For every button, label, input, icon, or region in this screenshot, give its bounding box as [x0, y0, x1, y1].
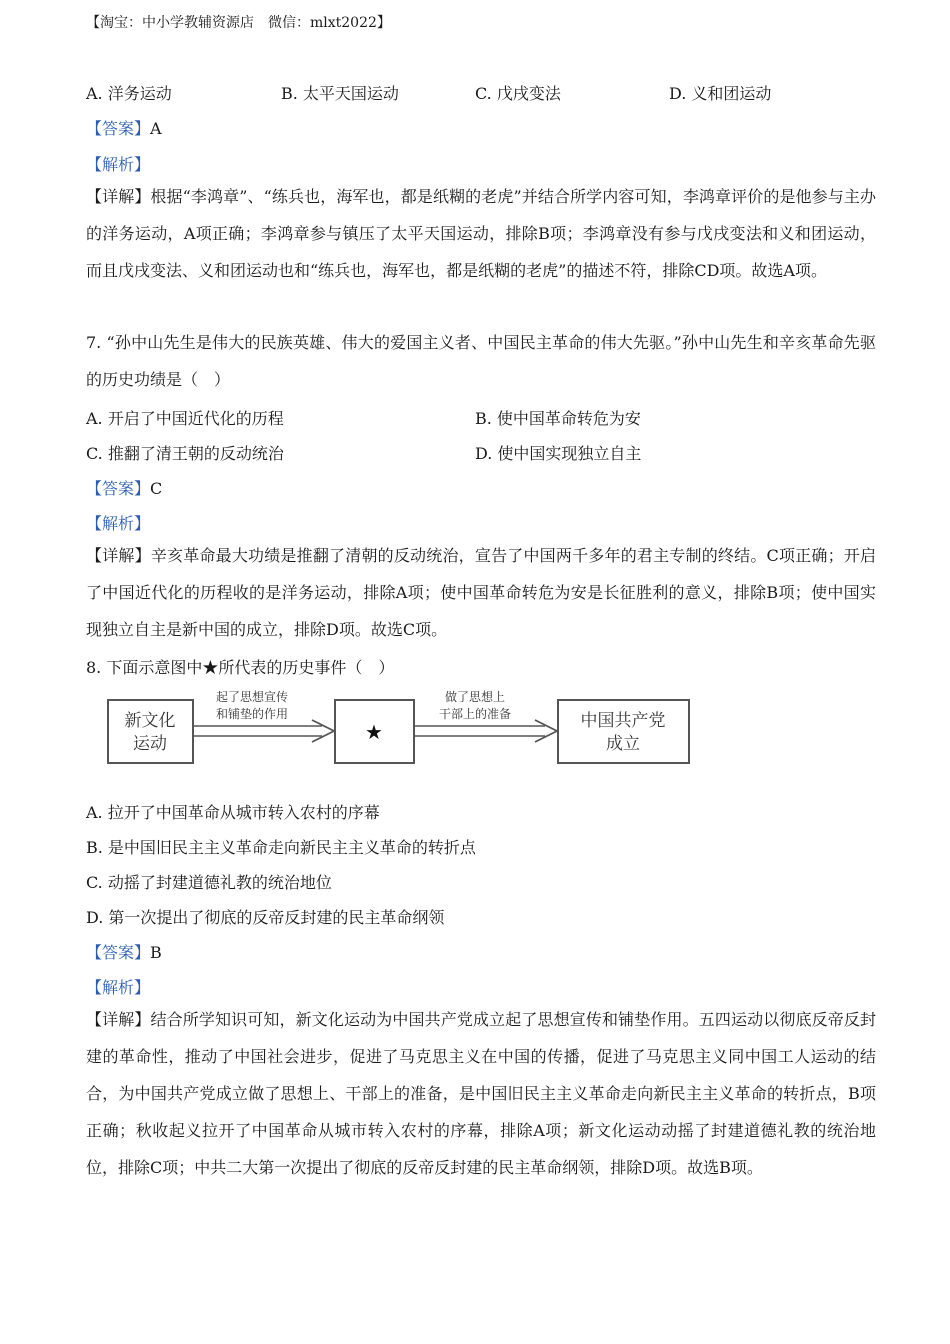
q8-option-c: C. 动摇了封建道德礼教的统治地位 [86, 873, 332, 892]
diagram-arrow2-line1: 做了思想上 [444, 690, 506, 704]
q8-analysis-tag: 【解析】 [86, 978, 151, 997]
diagram-arrow-2 [414, 720, 557, 742]
q8-diagram [100, 686, 700, 771]
q6-option-a: A. 洋务运动 [86, 84, 172, 103]
diagram-arrow1-line2: 和铺垫的作用 [215, 707, 289, 721]
star-icon: ★ [365, 720, 383, 744]
q6-answer-line [86, 116, 162, 139]
diagram-arrow-1 [193, 720, 334, 742]
q7-detail-text: 辛亥革命最大功绩是推翻了清朝的反动统治，宣告了中国两千多年的君主专制的终结。C项正确；开启了中国近代化的历程收的是洋务运动，排除A项；使中国革命转危为安是长征胜利的意义，排除B项；使中国实现独立自主是新中国的成立，排除D项。故选C项。 [86, 546, 876, 639]
q8-detail-tag: 【详解】 [86, 1010, 151, 1029]
diagram-arrow1-line1: 起了思想宣传 [215, 690, 289, 704]
q8-option-b: B. 是中国旧民主主义革命走向新民主主义革命的转折点 [86, 838, 476, 857]
diagram-arrow2-line2: 干部上的准备 [438, 707, 512, 721]
diagram-box1-line2: 运动 [133, 734, 167, 754]
q7-question: 7. “孙中山先生是伟大的民族英雄、伟大的爱国主义者、中国民主革命的伟大先驱。”孙中山先生和辛亥革命先驱的历史功绩是（ ） [86, 333, 876, 389]
q6-answer-tag: 【答案】 [86, 119, 151, 138]
q6-option-c: C. 戊戌变法 [475, 84, 561, 103]
q8-answer-line [86, 940, 162, 963]
q8-answer-tag: 【答案】 [86, 943, 151, 962]
q7-answer: C [150, 479, 163, 498]
q8-answer: B [150, 943, 162, 962]
q6-option-b: B. 太平天国运动 [281, 84, 399, 103]
q8-diagram-svg [100, 686, 700, 771]
q6-answer: A [150, 119, 162, 138]
diagram-box3-line2: 成立 [606, 734, 640, 754]
diagram-box1-line1: 新文化 [124, 711, 176, 731]
q8-detail [86, 1001, 876, 1186]
q6-detail [86, 178, 876, 289]
q7-option-d: D. 使中国实现独立自主 [475, 444, 642, 463]
page-header: 【淘宝：中小学教辅资源店 微信：mlxt2022】 [86, 15, 391, 31]
q6-option-d: D. 义和团运动 [669, 84, 772, 103]
q7-answer-line [86, 476, 162, 499]
q7-detail-tag: 【详解】 [86, 546, 151, 565]
diagram-box3-line1: 中国共产党 [580, 711, 666, 731]
q7-option-b: B. 使中国革命转危为安 [475, 409, 641, 428]
q6-detail-tag: 【详解】 [86, 187, 151, 206]
q7-detail [86, 537, 876, 648]
q8-option-d: D. 第一次提出了彻底的反帝反封建的民主革命纲领 [86, 908, 445, 927]
q7-option-a: A. 开启了中国近代化的历程 [86, 409, 284, 428]
q7-analysis-tag: 【解析】 [86, 514, 151, 533]
q8-question: 8. 下面示意图中★所代表的历史事件（ ） [86, 658, 395, 677]
q7-answer-tag: 【答案】 [86, 479, 151, 498]
q6-detail-text: 根据“李鸿章”、“练兵也，海军也，都是纸糊的老虎”并结合所学内容可知，李鸿章评价的是他参与主办的洋务运动，A项正确；李鸿章参与镇压了太平天国运动，排除B项；李鸿章没有参与戊戌变法和义和团运动，而且戊戌变法、义和团运动也和“练兵也，海军也，都是纸糊的老虎”的描述不符，排除CD项。故选A项。 [86, 187, 876, 280]
q8-option-a: A. 拉开了中国革命从城市转入农村的序幕 [86, 803, 380, 822]
q7-option-c: C. 推翻了清王朝的反动统治 [86, 444, 284, 463]
q6-analysis-tag: 【解析】 [86, 155, 151, 174]
q8-detail-text: 结合所学知识可知，新文化运动为中国共产党成立起了思想宣传和铺垫作用。五四运动以彻底反帝反封建的革命性，推动了中国社会进步，促进了马克思主义在中国的传播，促进了马克思主义同中国工人运动的结合，为中国共产党成立做了思想上、干部上的准备，是中国旧民主主义革命走向新民主主义革命的转折点，B项正确；秋收起义拉开了中国革命从城市转入农村的序幕，排除A项；新文化运动动摇了封建道德礼教的统治地位，排除C项；中共二大第一次提出了彻底的反帝反封建的民主革命纲领，排除D项。故选B项。 [86, 1010, 876, 1177]
